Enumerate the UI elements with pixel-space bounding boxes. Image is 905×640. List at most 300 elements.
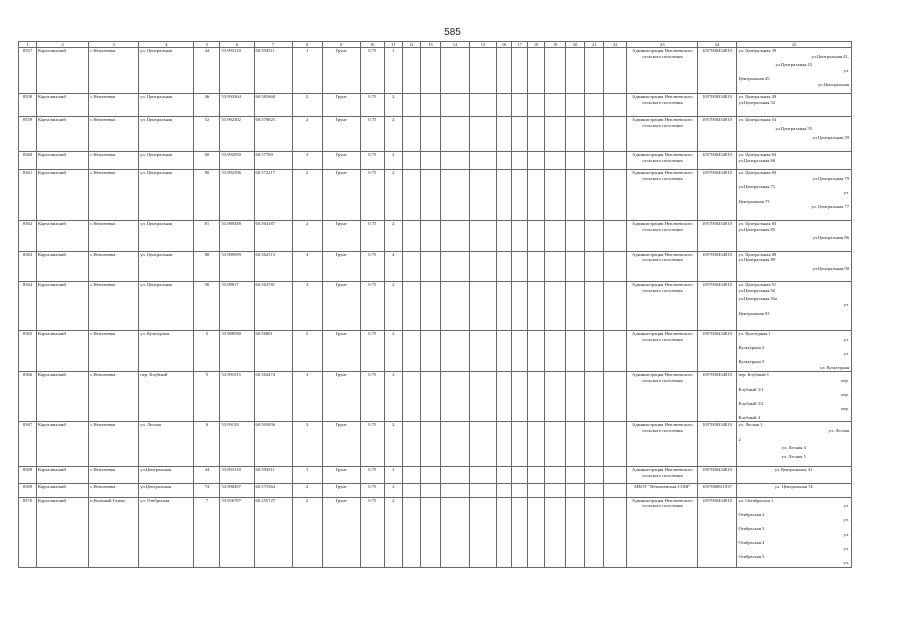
surface-type-cell: Грунт <box>322 422 360 467</box>
empty-cell <box>402 497 420 567</box>
address-line: ул.Центральная 79 <box>812 175 849 181</box>
empty-cell <box>497 282 512 331</box>
empty-cell <box>512 372 528 422</box>
longitude-cell: 60.594511 <box>254 467 292 484</box>
address-line: ул.Центральная 52 <box>738 99 776 105</box>
address-line: ул. <box>843 503 849 509</box>
address-line: Клубный 4 <box>738 414 760 420</box>
district-cell: Карталинский <box>37 93 89 116</box>
empty-cell <box>420 497 440 567</box>
empty-cell <box>512 331 528 372</box>
house-number-cell: 60 <box>194 151 220 169</box>
ogrn-cell: 1057000811937 <box>698 484 736 497</box>
district-cell: Карталинский <box>37 467 89 484</box>
house-number-cell: 52 <box>194 117 220 152</box>
longitude-cell: 60.255727 <box>254 497 292 567</box>
empty-cell <box>512 48 528 94</box>
empty-cell <box>469 331 496 372</box>
street-cell: ул.Центральная <box>139 467 194 484</box>
empty-cell <box>604 151 627 169</box>
empty-cell <box>566 282 585 331</box>
house-number-cell: 44 <box>194 467 220 484</box>
empty-cell <box>528 151 545 169</box>
empty-cell <box>497 151 512 169</box>
empty-cell <box>512 484 528 497</box>
organization-cell: Администрация Неплюевского сельского поселения <box>627 221 698 252</box>
empty-cell <box>604 117 627 152</box>
empty-cell <box>604 372 627 422</box>
empty-cell <box>545 151 566 169</box>
empty-cell <box>585 497 604 567</box>
empty-cell <box>604 422 627 467</box>
organization-cell: Администрация Неплюевского сельского поселения <box>627 251 698 282</box>
column-number: 2 <box>37 42 89 48</box>
address-line: ул. Культурная 1 <box>738 331 771 337</box>
empty-cell <box>566 170 585 221</box>
empty-cell <box>512 170 528 221</box>
area-cell: 0.75 <box>360 484 384 497</box>
empty-cell <box>420 151 440 169</box>
address-line: ул.Центральная 92 <box>738 287 776 293</box>
served-addresses-cell <box>736 484 851 497</box>
address-line: ул. Лесная 1 <box>738 422 763 428</box>
empty-cell <box>402 170 420 221</box>
settlement-cell: п.Вольный Гужва <box>89 497 139 567</box>
organization-cell: Администрация Неплюевского сельского поселения <box>627 151 698 169</box>
record-id-cell: 8361 <box>19 170 37 221</box>
empty-cell <box>469 48 496 94</box>
street-cell: ул. Отябрьская <box>139 497 194 567</box>
container-count-cell: 4 <box>292 251 322 282</box>
street-cell: ул. Центральная <box>139 251 194 282</box>
address-line: Отябрьская 4 <box>738 540 765 546</box>
empty-cell <box>512 151 528 169</box>
container-quantity-cell: 2 <box>384 170 402 221</box>
empty-cell <box>420 331 440 372</box>
served-addresses-cell <box>736 170 851 221</box>
ogrn-cell: 1057000434810 <box>698 331 736 372</box>
settlement-cell: с.Неплюевка <box>89 422 139 467</box>
empty-cell <box>440 282 469 331</box>
address-line: ул. Центральная 83 <box>738 221 777 227</box>
house-number-cell: 5 <box>194 372 220 422</box>
record-id-cell: 8365 <box>19 331 37 372</box>
empty-cell <box>566 117 585 152</box>
longitude-cell: 60.562513 <box>254 251 292 282</box>
empty-cell <box>420 170 440 221</box>
house-number-cell: 80 <box>194 170 220 221</box>
surface-type-cell: Грунт <box>322 251 360 282</box>
longitude-cell: 60.57769 <box>254 151 292 169</box>
street-cell: пер. Клубный <box>139 372 194 422</box>
address-line: ул. <box>843 67 849 73</box>
ogrn-cell: 1057000434810 <box>698 467 736 484</box>
longitude-cell: 60.564187 <box>254 221 292 252</box>
district-cell: Карталинский <box>37 484 89 497</box>
record-id-cell: 8359 <box>19 117 37 152</box>
settlement-cell: с.Неплюевка <box>89 484 139 497</box>
container-quantity-cell: 2 <box>384 93 402 116</box>
empty-cell <box>469 467 496 484</box>
empty-cell <box>497 484 512 497</box>
record-id-cell: 8358 <box>19 93 37 116</box>
empty-cell <box>545 372 566 422</box>
ogrn-cell: 1057000434810 <box>698 497 736 567</box>
record-id-cell: 8360 <box>19 151 37 169</box>
empty-cell <box>402 331 420 372</box>
district-cell: Карталинский <box>37 282 89 331</box>
empty-cell <box>440 331 469 372</box>
container-quantity-cell: 2 <box>384 422 402 467</box>
table-row <box>19 151 852 169</box>
record-id-cell: 8367 <box>19 422 37 467</box>
empty-cell <box>402 117 420 152</box>
empty-cell <box>604 497 627 567</box>
empty-cell <box>420 251 440 282</box>
container-count-cell: 3 <box>292 422 322 467</box>
empty-cell <box>512 93 528 116</box>
empty-cell <box>497 221 512 252</box>
address-line: ул.Центральная 43 <box>775 62 813 68</box>
district-cell: Карталинский <box>37 331 89 372</box>
settlement-cell: с.Неплюевка <box>89 93 139 116</box>
empty-cell <box>528 170 545 221</box>
empty-cell <box>497 497 512 567</box>
empty-cell <box>585 170 604 221</box>
page-number: 585 <box>444 27 461 38</box>
empty-cell <box>497 331 512 372</box>
empty-cell <box>528 331 545 372</box>
address-line: Культурная 2 <box>738 345 765 351</box>
address-line: ул.Центральная, 41 <box>774 467 813 473</box>
empty-cell <box>469 170 496 221</box>
served-addresses-cell <box>736 467 851 484</box>
house-number-cell: 90 <box>194 282 220 331</box>
column-number: 13 <box>420 42 440 48</box>
empty-cell <box>528 484 545 497</box>
empty-cell <box>585 372 604 422</box>
container-count-cell: 3 <box>292 151 322 169</box>
empty-cell <box>469 282 496 331</box>
address-line: 2 <box>738 436 741 442</box>
empty-cell <box>585 331 604 372</box>
column-number: 16 <box>497 42 512 48</box>
address-line: ул. Центральная 74 <box>774 484 813 490</box>
street-cell: ул. Центральная <box>139 117 194 152</box>
surface-type-cell: Грунт <box>322 282 360 331</box>
empty-cell <box>402 221 420 252</box>
surface-type-cell: Грунт <box>322 93 360 116</box>
container-count-cell: 3 <box>292 372 322 422</box>
settlement-cell: с.Неплюевка <box>89 251 139 282</box>
empty-cell <box>528 251 545 282</box>
house-number-cell: 5 <box>194 331 220 372</box>
empty-cell <box>512 497 528 567</box>
settlement-cell: с.Неплюевка <box>89 117 139 152</box>
settlement-cell: с.Неплюевка <box>89 282 139 331</box>
address-line: ул. Центральная 91 <box>738 282 777 288</box>
empty-cell <box>402 467 420 484</box>
address-line: ул. Центральная 77 <box>811 204 849 210</box>
street-cell: ул. Лесная <box>139 422 194 467</box>
empty-cell <box>566 93 585 116</box>
longitude-cell: 60.563781 <box>254 282 292 331</box>
column-number: 24 <box>698 42 736 48</box>
settlement-cell: с.Неплюевка <box>89 331 139 372</box>
empty-cell <box>528 282 545 331</box>
column-number: 17 <box>512 42 528 48</box>
ogrn-cell: 1057000434810 <box>698 422 736 467</box>
empty-cell <box>420 372 440 422</box>
latitude-cell: 53.988580 <box>220 331 254 372</box>
address-line: пер. Клубный 1 <box>738 372 769 378</box>
district-cell: Карталинский <box>37 422 89 467</box>
ogrn-cell: 1057000434810 <box>698 372 736 422</box>
area-cell: 0.75 <box>360 467 384 484</box>
empty-cell <box>512 282 528 331</box>
container-quantity-cell: 2 <box>384 484 402 497</box>
empty-cell <box>402 484 420 497</box>
ogrn-cell: 1057000434810 <box>698 117 736 152</box>
empty-cell <box>566 467 585 484</box>
longitude-cell: 60.56801 <box>254 331 292 372</box>
organization-cell: Администрация Неплюевского сельского поселения <box>627 117 698 152</box>
served-addresses-cell <box>736 48 851 94</box>
address-line: ул.Центральная 92а <box>738 296 778 302</box>
container-quantity-cell: 2 <box>384 221 402 252</box>
empty-cell <box>545 497 566 567</box>
served-addresses-cell <box>736 117 851 152</box>
ogrn-cell: 1057000434810 <box>698 170 736 221</box>
latitude-cell: 53.99139 <box>220 422 254 467</box>
empty-cell <box>585 48 604 94</box>
ogrn-cell: 1057000434810 <box>698 48 736 94</box>
settlement-cell: с.Неплюевка <box>89 151 139 169</box>
address-line: ул. <box>843 301 849 307</box>
served-addresses-cell <box>736 151 851 169</box>
longitude-cell: 60.584474 <box>254 372 292 422</box>
container-count-cell: 2 <box>292 93 322 116</box>
empty-cell <box>402 282 420 331</box>
empty-cell <box>528 467 545 484</box>
empty-cell <box>402 422 420 467</box>
column-number: 6 <box>220 42 254 48</box>
table-row <box>19 170 852 221</box>
empty-cell <box>440 251 469 282</box>
ogrn-cell: 1057000434810 <box>698 282 736 331</box>
empty-cell <box>604 221 627 252</box>
street-cell: ул. Центральная <box>139 221 194 252</box>
address-line: ул. Центральная 39 <box>738 48 777 54</box>
address-line: ул. <box>843 545 849 551</box>
address-line: ул.Центральная 85 <box>738 226 776 232</box>
table-row <box>19 48 852 94</box>
district-cell: Карталинский <box>37 497 89 567</box>
empty-cell <box>585 117 604 152</box>
empty-cell <box>545 48 566 94</box>
container-count-cell: 1 <box>292 467 322 484</box>
empty-cell <box>512 221 528 252</box>
empty-cell <box>545 117 566 152</box>
column-number: 23 <box>627 42 698 48</box>
address-line: ул. Центральная 69 <box>738 170 777 176</box>
empty-cell <box>469 221 496 252</box>
empty-cell <box>420 93 440 116</box>
organization-cell: Администрация Неплюевского сельского поселения <box>627 331 698 372</box>
container-quantity-cell: 2 <box>384 117 402 152</box>
column-number: 11 <box>384 42 402 48</box>
latitude-cell: 53.992396 <box>220 170 254 221</box>
column-number: 12 <box>402 42 420 48</box>
empty-cell <box>420 282 440 331</box>
empty-cell <box>545 251 566 282</box>
empty-cell <box>545 484 566 497</box>
empty-cell <box>604 251 627 282</box>
empty-cell <box>402 93 420 116</box>
empty-cell <box>566 221 585 252</box>
area-cell: 0.75 <box>360 422 384 467</box>
organization-cell: Администрация Неплюевского сельского поселения <box>627 48 698 94</box>
served-addresses-cell <box>736 497 851 567</box>
empty-cell <box>497 48 512 94</box>
house-number-cell: 7 <box>194 497 220 567</box>
container-count-cell: 3 <box>292 282 322 331</box>
container-count-cell: 2 <box>292 170 322 221</box>
latitude-cell: 53.992050 <box>220 151 254 169</box>
empty-cell <box>585 151 604 169</box>
district-cell: Карталинский <box>37 251 89 282</box>
address-line: Центральная 45 <box>738 76 770 82</box>
district-cell: Карталинский <box>37 151 89 169</box>
empty-cell <box>440 467 469 484</box>
empty-cell <box>512 467 528 484</box>
address-line: ул.Центральная 59 <box>812 134 849 140</box>
address-line: ул. Лесная <box>828 427 849 433</box>
empty-cell <box>497 372 512 422</box>
empty-cell <box>528 221 545 252</box>
record-id-cell: 8370 <box>19 497 37 567</box>
latitude-cell: 53.993118 <box>220 467 254 484</box>
address-line: ул.Центральная 89 <box>738 257 776 263</box>
column-number: 8 <box>292 42 322 48</box>
street-cell: ул. Центральная <box>139 170 194 221</box>
organization-cell: Администрация Неплюевского сельского поселения <box>627 93 698 116</box>
address-line: ул. Центральная 88 <box>738 251 777 257</box>
column-number: 20 <box>566 42 585 48</box>
empty-cell <box>566 48 585 94</box>
house-number-cell: 81 <box>194 221 220 252</box>
district-cell: Карталинский <box>37 170 89 221</box>
surface-type-cell: Грунт <box>322 221 360 252</box>
latitude-cell: 53.989488 <box>220 221 254 252</box>
district-cell: Карталинский <box>37 48 89 94</box>
organization-cell: Администрация Неплюевского сельского поселения <box>627 497 698 567</box>
empty-cell <box>469 251 496 282</box>
empty-cell <box>497 117 512 152</box>
container-count-cell: 2 <box>292 221 322 252</box>
address-line: ул. Октябрьская 1 <box>738 497 774 503</box>
area-cell: 0.75 <box>360 251 384 282</box>
column-number: 4 <box>139 42 194 48</box>
empty-cell <box>528 422 545 467</box>
empty-cell <box>440 93 469 116</box>
address-line: ул. <box>843 517 849 523</box>
table-row <box>19 467 852 484</box>
container-quantity-cell: 2 <box>384 331 402 372</box>
address-line: ул. <box>843 190 849 196</box>
empty-cell <box>440 170 469 221</box>
column-number: 9 <box>322 42 360 48</box>
surface-type-cell: Грунт <box>322 372 360 422</box>
address-line: ул. Центральная 64 <box>738 151 777 157</box>
empty-cell <box>585 484 604 497</box>
organization-cell: Администрация Неплюевского сельского поселения <box>627 467 698 484</box>
empty-cell <box>604 48 627 94</box>
empty-cell <box>585 93 604 116</box>
record-id-cell: 8369 <box>19 484 37 497</box>
address-line: ул. Лесная 4 <box>781 445 806 451</box>
empty-cell <box>566 251 585 282</box>
house-number-cell: 88 <box>194 251 220 282</box>
record-id-cell: 8366 <box>19 372 37 422</box>
latitude-cell: 53.989099 <box>220 251 254 282</box>
ogrn-cell: 1057000434810 <box>698 221 736 252</box>
empty-cell <box>585 282 604 331</box>
empty-cell <box>402 48 420 94</box>
empty-cell <box>440 151 469 169</box>
empty-cell <box>440 48 469 94</box>
empty-cell <box>604 93 627 116</box>
empty-cell <box>528 117 545 152</box>
column-number: 14 <box>440 42 469 48</box>
latitude-cell: 53.993364 <box>220 93 254 116</box>
address-line: ул.Центральная 90 <box>812 265 849 271</box>
address-line: Клубный 3/1 <box>738 386 764 392</box>
surface-type-cell: Грунт <box>322 497 360 567</box>
table-row <box>19 331 852 372</box>
address-line: ул. Культурная <box>820 365 849 371</box>
empty-cell <box>469 484 496 497</box>
street-cell: ул. Центральная <box>139 48 194 94</box>
latitude-cell: 53.993118 <box>220 48 254 94</box>
table-row <box>19 282 852 331</box>
column-number: 22 <box>604 42 627 48</box>
empty-cell <box>420 117 440 152</box>
street-cell: ул. Центральная <box>139 282 194 331</box>
column-number: 5 <box>194 42 220 48</box>
address-line: ул. Центральная 49 <box>738 93 777 99</box>
empty-cell <box>497 93 512 116</box>
empty-cell <box>585 221 604 252</box>
address-line: Клубный 3/2 <box>738 400 764 406</box>
address-line: ул. <box>843 531 849 537</box>
column-number: 19 <box>545 42 566 48</box>
latitude-cell: 53.98817 <box>220 282 254 331</box>
served-addresses-cell <box>736 282 851 331</box>
empty-cell <box>566 484 585 497</box>
container-count-cell: 2 <box>292 331 322 372</box>
empty-cell <box>497 170 512 221</box>
street-cell: ул. Культурная <box>139 331 194 372</box>
area-cell: 0.75 <box>360 331 384 372</box>
empty-cell <box>420 484 440 497</box>
empty-cell <box>545 93 566 116</box>
empty-cell <box>528 372 545 422</box>
empty-cell <box>402 251 420 282</box>
address-line: ул. <box>843 350 849 356</box>
container-quantity-cell: 1 <box>384 467 402 484</box>
column-number: 21 <box>585 42 604 48</box>
